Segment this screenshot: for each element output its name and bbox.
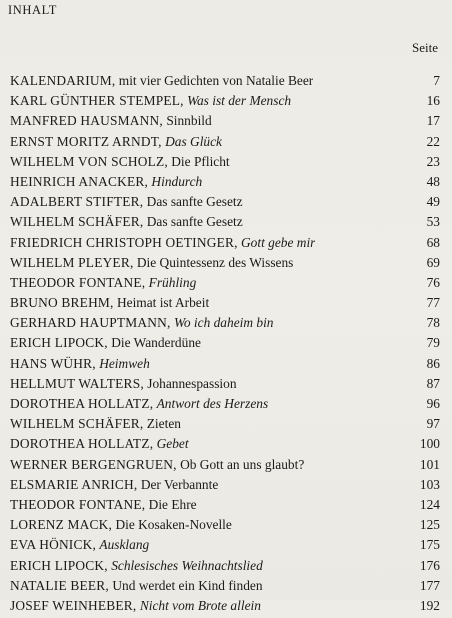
- toc-page-number: 175: [419, 537, 440, 553]
- toc-author: KALENDARIUM,: [10, 73, 116, 88]
- toc-entry: [10, 356, 440, 376]
- toc-entry: [10, 436, 440, 456]
- toc-title: Gott gebe mir: [241, 234, 316, 250]
- toc-entry-text: [10, 73, 313, 89]
- toc-title: Die Quintessenz des Wissens: [136, 254, 294, 270]
- toc-author: JOSEF WEINHEBER,: [10, 597, 137, 613]
- toc-entry-text: [10, 497, 197, 513]
- toc-entry: [10, 376, 440, 396]
- toc-entry-text: [10, 558, 263, 574]
- toc-page-number: 100: [419, 436, 440, 452]
- toc-entry-text: [10, 578, 263, 594]
- toc-entry: [10, 93, 440, 113]
- toc-page-number: 86: [426, 355, 440, 371]
- toc-title: Zieten: [146, 416, 181, 432]
- toc-page-number: 69: [426, 254, 440, 270]
- toc-entry: [10, 235, 440, 255]
- toc-author: WILHELM SCHÄFER,: [10, 214, 144, 230]
- toc-author: THEODOR FONTANE,: [10, 274, 146, 290]
- toc-entry: [10, 517, 440, 537]
- toc-entry-text: [10, 295, 209, 311]
- toc-author: MANFRED HAUSMANN,: [10, 113, 163, 129]
- toc-page-number: 177: [419, 577, 440, 593]
- toc-entry-text: [10, 376, 237, 392]
- toc-author: ERICH LIPOCK,: [10, 335, 108, 351]
- toc-page-number: 103: [419, 476, 440, 492]
- toc-page-number: 23: [426, 153, 440, 169]
- toc-entry-text: [10, 356, 150, 372]
- toc-page-number: 97: [426, 416, 440, 432]
- toc-author: DOROTHEA HOLLATZ,: [10, 396, 154, 411]
- toc-entry-text: [10, 416, 181, 432]
- toc-title: Der Verbannte: [140, 476, 219, 492]
- toc-author: WERNER BERGENGRUEN,: [10, 456, 177, 472]
- toc-entry-text: [10, 537, 149, 553]
- toc-title: Antwort des Herzens: [156, 396, 269, 411]
- toc-entry-text: [10, 396, 268, 412]
- toc-entry: [10, 497, 440, 517]
- toc-entry-text: [10, 214, 243, 230]
- toc-page-number: 125: [419, 517, 440, 533]
- toc-entry: [10, 113, 440, 133]
- toc-page-number: 16: [426, 93, 440, 109]
- toc-author: NATALIE BEER,: [10, 577, 109, 593]
- toc-page-number: 77: [426, 295, 440, 311]
- toc-entry-text: [10, 113, 212, 129]
- toc-entry-text: [10, 174, 202, 190]
- toc-author: WILHELM VON SCHOLZ,: [10, 153, 168, 169]
- toc-entry-text: [10, 598, 261, 614]
- toc-title: Johannespassion: [147, 375, 237, 391]
- toc-entry-text: [10, 477, 218, 493]
- toc-entry: [10, 73, 440, 93]
- toc-author: BRUNO BREHM,: [10, 295, 114, 311]
- toc-entry: [10, 457, 440, 477]
- toc-entry-text: [10, 275, 196, 291]
- toc-page-number: 124: [419, 496, 440, 512]
- toc-entry: [10, 335, 440, 355]
- toc-title: Sinnbild: [166, 113, 212, 129]
- toc-entry: [10, 255, 440, 275]
- toc-author: THEODOR FONTANE,: [10, 496, 146, 512]
- toc-entry-text: [10, 315, 274, 331]
- toc-author: GERHARD HAUPTMANN,: [10, 315, 171, 331]
- toc-page-number: 96: [426, 396, 440, 411]
- toc-title: Gebet: [156, 436, 189, 452]
- toc-page-number: 192: [419, 597, 440, 613]
- toc-entry: [10, 537, 440, 557]
- toc-author: ELSMARIE ANRICH,: [10, 476, 138, 492]
- toc-entry: [10, 174, 440, 194]
- toc-title: Das sanfte Gesetz: [146, 194, 243, 210]
- table-of-contents: [10, 73, 440, 618]
- toc-page-number: 76: [426, 274, 440, 290]
- toc-title: Hindurch: [151, 173, 203, 189]
- toc-author: ERNST MORITZ ARNDT,: [10, 133, 162, 149]
- toc-title: Die Wanderdüne: [111, 335, 201, 351]
- toc-entry-text: [10, 255, 293, 271]
- toc-author: HEINRICH ANACKER,: [10, 173, 149, 189]
- toc-entry-text: [10, 436, 189, 452]
- toc-entry-text: [10, 93, 291, 109]
- toc-title: Ausklang: [99, 537, 150, 553]
- toc-entry: [10, 214, 440, 234]
- page-heading: INHALT: [8, 3, 57, 17]
- toc-page-number: 101: [419, 456, 440, 472]
- toc-author: WILHELM SCHÄFER,: [10, 416, 144, 432]
- toc-entry: [10, 315, 440, 335]
- toc-title: Und werdet ein Kind finden: [112, 577, 263, 593]
- toc-page-number: 53: [426, 214, 440, 230]
- toc-author: ERICH LIPOCK,: [10, 557, 108, 573]
- toc-entry-text: [10, 194, 243, 210]
- toc-title: mit vier Gedichten von Natalie Beer: [118, 73, 314, 88]
- toc-entry-text: [10, 457, 304, 473]
- toc-author: WILHELM PLEYER,: [10, 254, 134, 270]
- toc-author: FRIEDRICH CHRISTOPH OETINGER,: [10, 234, 238, 250]
- toc-title: Schlesisches Weihnachtslied: [111, 557, 263, 573]
- toc-author: KARL GÜNTHER STEMPEL,: [10, 93, 184, 109]
- toc-page-number: 49: [426, 194, 440, 210]
- toc-author: EVA HÖNICK,: [10, 537, 97, 553]
- toc-title: Heimat ist Arbeit: [116, 295, 210, 311]
- toc-entry: [10, 477, 440, 497]
- toc-page-number: 22: [426, 133, 440, 149]
- toc-title: Nicht vom Brote allein: [139, 597, 261, 613]
- toc-entry: [10, 194, 440, 214]
- toc-page-number: 68: [426, 234, 440, 250]
- toc-entry-text: [10, 335, 201, 351]
- toc-page-number: 17: [426, 113, 440, 129]
- toc-entry: [10, 416, 440, 436]
- toc-title: Heimweh: [99, 355, 150, 371]
- toc-title: Wo ich daheim bin: [173, 315, 274, 331]
- toc-entry: [10, 295, 440, 315]
- toc-entry: [10, 598, 440, 618]
- toc-page-number: 87: [426, 375, 440, 391]
- page-column-label: Seite: [412, 40, 438, 55]
- toc-entry: [10, 154, 440, 174]
- toc-title: Frühling: [148, 274, 197, 290]
- toc-entry: [10, 558, 440, 578]
- toc-title: Das sanfte Gesetz: [146, 214, 243, 230]
- toc-author: ADALBERT STIFTER,: [10, 194, 144, 210]
- toc-author: HANS WÜHR,: [10, 355, 96, 371]
- toc-title: Ob Gott an uns glaubt?: [180, 456, 305, 472]
- toc-title: Die Ehre: [148, 496, 197, 512]
- toc-author: DOROTHEA HOLLATZ,: [10, 436, 154, 452]
- toc-title: Die Kosaken-Novelle: [115, 517, 232, 533]
- toc-page-number: 79: [426, 335, 440, 351]
- toc-author: HELLMUT WALTERS,: [10, 375, 144, 391]
- toc-entry: [10, 275, 440, 295]
- toc-entry-text: [10, 235, 315, 251]
- toc-title: Das Glück: [165, 133, 222, 149]
- toc-entry: [10, 578, 440, 598]
- toc-entry-text: [10, 134, 222, 150]
- toc-title: Die Pflicht: [171, 153, 230, 169]
- toc-title: Was ist der Mensch: [187, 93, 292, 109]
- toc-entry-text: [10, 517, 232, 533]
- toc-page-number: 48: [426, 173, 440, 189]
- toc-page-number: 176: [419, 557, 440, 573]
- toc-entry-text: [10, 154, 230, 170]
- toc-page-number: 7: [433, 73, 440, 88]
- toc-entry: [10, 396, 440, 416]
- toc-page-number: 78: [426, 315, 440, 331]
- toc-entry: [10, 134, 440, 154]
- toc-author: LORENZ MACK,: [10, 517, 113, 533]
